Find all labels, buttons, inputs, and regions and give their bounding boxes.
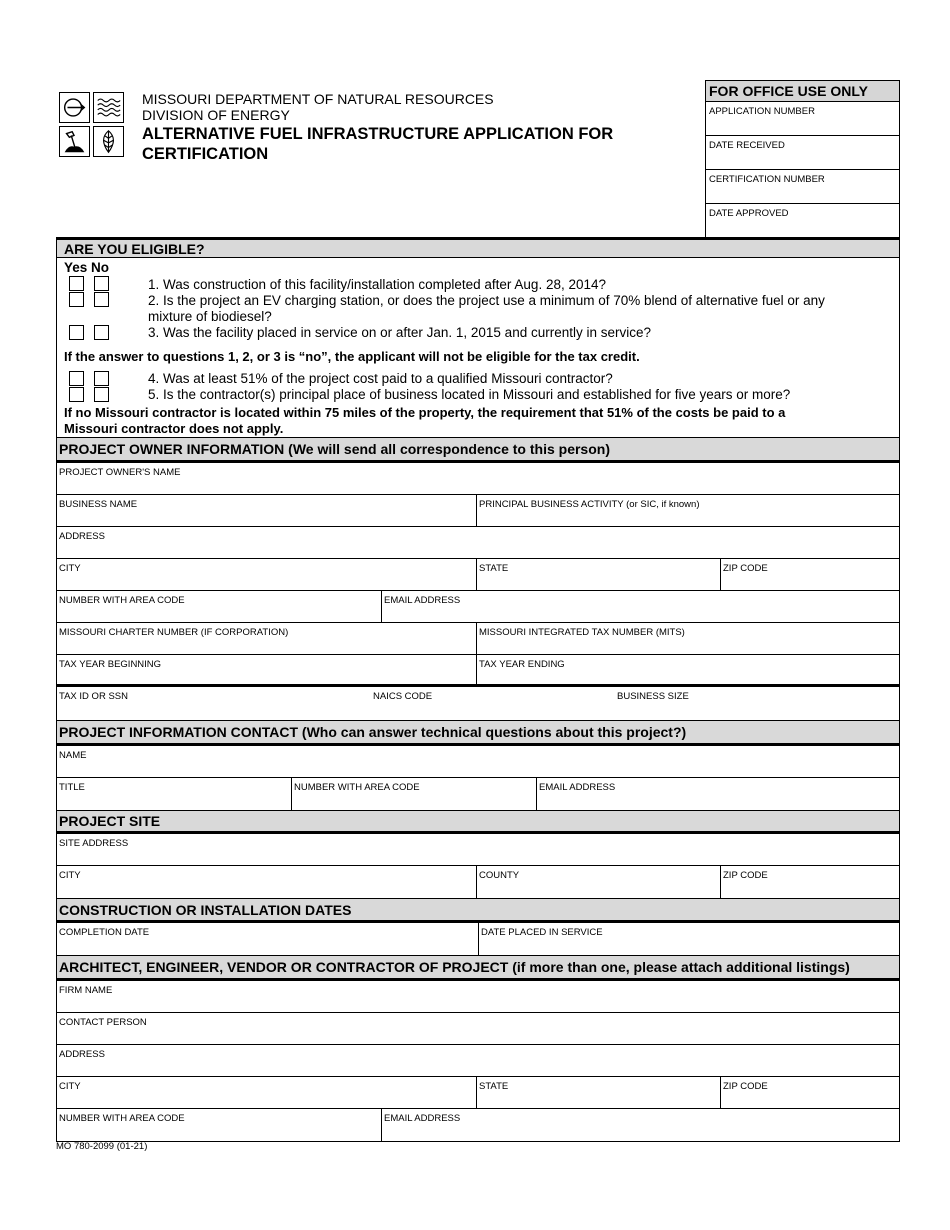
vendor-state-field[interactable]: STATE [476,1077,720,1108]
tax-year-beginning-field[interactable]: TAX YEAR BEGINNING [59,659,162,670]
vendor-email-field[interactable]: EMAIL ADDRESS [381,1109,899,1141]
vendor-address-field[interactable]: ADDRESS [59,1049,105,1060]
site-zip-field[interactable]: ZIP CODE [720,866,899,898]
geology-hammer-icon [59,126,90,157]
question-2-cont: mixture of biodiesel? [148,309,272,324]
form-number: MO 780-2099 (01-21) [56,1141,148,1152]
q5-yes-checkbox[interactable] [69,387,84,402]
dates-section [57,921,899,955]
leaf-icon [93,126,124,157]
contact-person-field[interactable]: CONTACT PERSON [59,1017,147,1028]
business-size-field[interactable]: BUSINESS SIZE [617,691,689,702]
site-heading: PROJECT SITE [57,810,899,832]
form-title: ALTERNATIVE FUEL INFRASTRUCTURE APPLICATION FOR CERTIFICATION [142,125,614,163]
owner-name-field[interactable]: PROJECT OWNER'S NAME [59,467,181,478]
vendor-section [57,979,899,1141]
form-header [142,91,682,164]
owner-zip-field[interactable]: ZIP CODE [720,559,899,590]
contact-title-field[interactable]: TITLE [59,782,85,793]
owner-city-field[interactable]: CITY [59,563,81,574]
energy-arrow-icon [59,92,90,123]
owner-row-name [57,463,899,495]
site-address-field[interactable]: SITE ADDRESS [59,838,129,849]
eligibility-note-2-cont: Missouri contractor does not apply. [64,421,284,436]
q3-yes-checkbox[interactable] [69,325,84,340]
vendor-heading: ARCHITECT, ENGINEER, VENDOR OR CONTRACTOR OF PROJECT (if more than one, please attach additional listings) [57,955,899,979]
water-waves-icon [93,92,124,123]
owner-heading: PROJECT OWNER INFORMATION (We will send all correspondence to this person) [57,437,899,461]
eligibility-note-2: If no Missouri contractor is located within 75 miles of the property, the requirement that 51% of the costs be paid to a [64,405,786,420]
question-5: 5. Is the contractor(s) principal place of business located in Missouri and established for five years or more? [148,387,791,402]
vendor-row-city [57,1077,899,1109]
question-3: 3. Was the facility placed in service on or after Jan. 1, 2015 and currently in service? [148,325,652,340]
department-logo [59,92,126,159]
q1-no-checkbox[interactable] [94,276,109,291]
q1-yes-checkbox[interactable] [69,276,84,291]
office-use-heading: FOR OFFICE USE ONLY [706,81,899,102]
site-city-field[interactable]: CITY [59,870,81,881]
charter-number-field[interactable]: MISSOURI CHARTER NUMBER (IF CORPORATION) [59,627,289,638]
business-name-field[interactable]: BUSINESS NAME [59,499,138,510]
eligibility-note-1: If the answer to questions 1, 2, or 3 is “no”, the applicant will not be eligible for the tax credit. [64,349,640,364]
q2-no-checkbox[interactable] [94,292,109,307]
question-1: 1. Was construction of this facility/installation completed after Aug. 28, 2014? [148,277,606,292]
mits-number-field[interactable]: MISSOURI INTEGRATED TAX NUMBER (MITS) [476,623,899,654]
certification-number-field[interactable]: CERTIFICATION NUMBER [706,170,899,204]
date-received-field[interactable]: DATE RECEIVED [706,136,899,170]
q3-no-checkbox[interactable] [94,325,109,340]
contact-row-name [57,746,899,778]
eligibility-section [57,258,899,437]
date-approved-field[interactable]: DATE APPROVED [709,208,789,219]
dates-row [57,923,899,955]
owner-row-tax-year [57,655,899,687]
division-name: DIVISION OF ENERGY [142,107,290,123]
vendor-row-firm [57,981,899,1013]
q4-no-checkbox[interactable] [94,371,109,386]
firm-name-field[interactable]: FIRM NAME [59,985,113,996]
contact-section [57,744,899,810]
vendor-zip-field[interactable]: ZIP CODE [720,1077,899,1108]
owner-state-field[interactable]: STATE [476,559,720,590]
application-number-field[interactable]: APPLICATION NUMBER [706,102,899,136]
vendor-phone-field[interactable]: NUMBER WITH AREA CODE [59,1113,185,1124]
q5-no-checkbox[interactable] [94,387,109,402]
site-county-field[interactable]: COUNTY [476,866,720,898]
owner-row-city [57,559,899,591]
eligibility-heading: ARE YOU ELIGIBLE? [57,237,899,258]
question-4: 4. Was at least 51% of the project cost paid to a qualified Missouri contractor? [148,371,613,386]
q2-yes-checkbox[interactable] [69,292,84,307]
question-2: 2. Is the project an EV charging station, or does the project use a minimum of 70% blend of alternative fuel or any [148,293,825,308]
vendor-row-phone [57,1109,899,1141]
contact-phone-field[interactable]: NUMBER WITH AREA CODE [291,778,536,810]
contact-email-field[interactable]: EMAIL ADDRESS [536,778,899,810]
site-section [57,832,899,898]
tax-id-field[interactable]: TAX ID OR SSN [59,691,128,702]
contact-name-field[interactable]: NAME [59,750,87,761]
vendor-row-contact [57,1013,899,1045]
site-row-address [57,834,899,866]
owner-phone-field[interactable]: NUMBER WITH AREA CODE [59,595,185,606]
naics-code-field[interactable]: NAICS CODE [373,691,433,702]
application-form [56,237,900,1142]
vendor-city-field[interactable]: CITY [59,1081,81,1092]
owner-address-field[interactable]: ADDRESS [59,531,105,542]
owner-section [57,461,899,720]
contact-row-title [57,778,899,810]
owner-row-charter [57,623,899,655]
owner-row-business [57,495,899,527]
contact-heading: PROJECT INFORMATION CONTACT (Who can answer technical questions about this project?) [57,720,899,744]
vendor-row-address [57,1045,899,1077]
q4-yes-checkbox[interactable] [69,371,84,386]
owner-row-address [57,527,899,559]
business-activity-field[interactable]: PRINCIPAL BUSINESS ACTIVITY (or SIC, if known) [476,495,899,526]
owner-row-tax-id [57,687,899,720]
completion-date-field[interactable]: COMPLETION DATE [59,927,150,938]
yes-no-label: Yes No [64,260,110,275]
owner-email-field[interactable]: EMAIL ADDRESS [381,591,899,622]
department-name: MISSOURI DEPARTMENT OF NATURAL RESOURCES [142,91,494,107]
dates-heading: CONSTRUCTION OR INSTALLATION DATES [57,898,899,921]
office-use-box [705,80,900,238]
tax-year-ending-field[interactable]: TAX YEAR ENDING [476,655,899,684]
date-in-service-field[interactable]: DATE PLACED IN SERVICE [478,923,899,955]
site-row-city [57,866,899,898]
owner-row-phone [57,591,899,623]
